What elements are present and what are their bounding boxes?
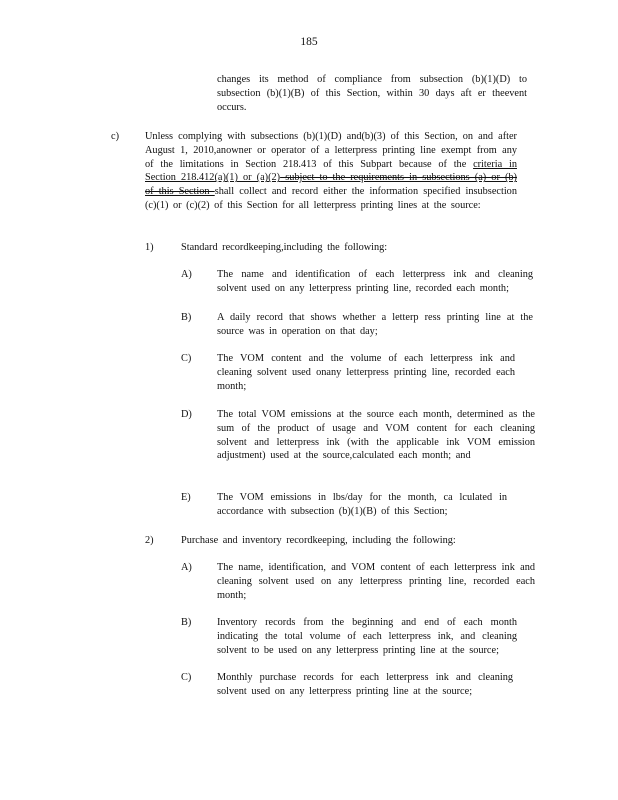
item-2a-label: A) [181,562,192,573]
paragraph-c-text: Unless complying with subsections (b)(1)(D) and(b)(3) of this Section, on and after August 1, 2010,anowner or operator of a letterpress printing line exempt from any of the limitations in Section 218.413 of this Subpart because of the [145,131,517,170]
item-2b-text: Inventory records from the beginning and end of each month indicating the total volume of each letterpress ink, and cleaning solvent to be used on any letterpress printing line at the source; [217,617,517,656]
item-1d-text: The total VOM emissions at the source each month, determined as the sum of the product of usage and VOM content for each cleaning solvent and letterpress ink (with the applicable ink VOM emission adjustment) used at the source,calculated each month; and [217,409,535,462]
item-1-heading: Standard recordkeeping,including the following: [181,242,388,253]
item-2c-label: C) [181,672,192,683]
item-1b-label: B) [181,312,192,323]
item-label-c: c) [111,131,119,142]
item-1e-label: E) [181,492,191,503]
page-number: 185 [300,36,318,48]
item-2a-text: The name, identification, and VOM content of each letterpress ink and cleaning solvent used on any letterpress printing line, recorded each month; [217,562,535,601]
item-1d-label: D) [181,409,192,420]
item-2c-text: Monthly purchase records for each letterpress ink and cleaning solvent used on any letterpress printing line at the source; [217,672,513,697]
item-1b-text: A daily record that shows whether a letterp ress printing line at the source was in operation on that day; [217,312,533,337]
item-2b-label: B) [181,617,192,628]
item-1c-label: C) [181,353,192,364]
item-1a-text: The name and identification of each letterpress ink and cleaning solvent used on any letterpress printing line, recorded each month; [217,269,533,294]
item-2-heading: Purchase and inventory recordkeeping, including the following: [181,535,456,546]
paragraph-c-text-continued: shall collect and record either the information specified insubsection (c)(1) or (c)(2) of this Section for all letterpress printing lines at the source: [145,186,517,211]
item-label-2: 2) [145,535,154,546]
intro-paragraph: changes its method of compliance from subsection (b)(1)(D) to subsection (b)(1)(B) of this Section, within 30 days aft er theevent occurs. [217,74,527,113]
item-1a-label: A) [181,269,192,280]
item-1c-text: The VOM content and the volume of each letterpress ink and cleaning solvent used onany letterpress printing line, recorded each month; [217,353,515,392]
paragraph-c [145,130,517,213]
paragraph-c-deleted-text: subject to the requirements in subsections (a) or (b) of this Section [145,172,517,198]
item-label-1: 1) [145,242,154,253]
item-1e-text: The VOM emissions in lbs/day for the month, ca lculated in accordance with subsection (b)(1)(B) of this Section; [217,492,507,517]
paragraph-c-inserted-text: criteria in Section 218.412(a)(1) or (a)(2) [145,158,517,184]
